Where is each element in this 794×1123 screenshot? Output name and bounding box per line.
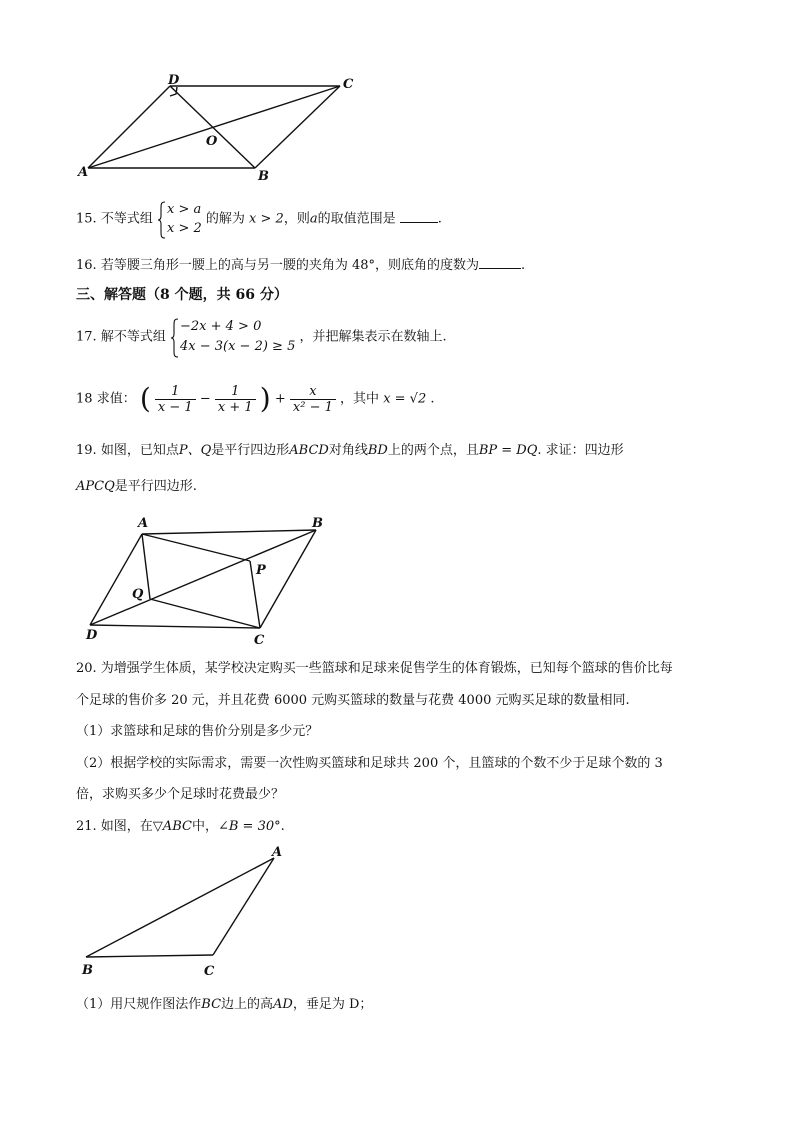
q21-bc: BC: [201, 997, 222, 1012]
q21-ad: AD: [273, 997, 293, 1012]
question-20-part-1: （1）求篮球和足球的售价分别是多少元？: [76, 724, 319, 739]
q16-number: 16.: [76, 258, 97, 273]
q15-number: 15.: [76, 211, 97, 227]
q18-fraction-1: $\frac{1}{x - 1}$: [155, 384, 196, 415]
q15-system: [157, 200, 202, 238]
label-b: B: [312, 516, 323, 531]
q19-apcq: APCQ: [76, 479, 115, 494]
section-3-heading: 三、解答题（8 个题，共 66 分）: [76, 287, 288, 303]
label-b: B: [258, 169, 269, 184]
q18-end: .: [430, 391, 435, 407]
question-20-part-2-line-2: 倍，求购买多少个足球时花费最少？: [76, 787, 285, 802]
figure-parallelogram-apcq: [80, 512, 340, 652]
label-a: A: [272, 845, 283, 860]
q21-text-pre: 21. 如图，在: [76, 819, 153, 834]
q15-solution: x > 2: [249, 211, 284, 227]
q21-end: .: [280, 819, 285, 834]
question-19-line-1: [76, 442, 624, 460]
q17-number: 17.: [76, 329, 97, 345]
label-d: D: [168, 73, 180, 88]
label-c: C: [204, 964, 215, 979]
question-21: [76, 818, 285, 836]
q16-answer-blank: [479, 256, 521, 269]
q21-sub1-post: ，垂足为 D；: [292, 997, 373, 1012]
q15-end: .: [437, 211, 442, 227]
label-q: Q: [132, 587, 144, 602]
q19-points: P、Q: [178, 443, 212, 458]
q18-minus: −: [199, 391, 211, 407]
q19-equation: BP = DQ: [478, 443, 538, 458]
q19-number: 19.: [76, 443, 97, 458]
left-paren-icon: (: [139, 382, 151, 415]
q19-text-a: 如图，已知点: [100, 443, 179, 458]
q21-sub1-pre: （1）用尺规作图法作: [76, 997, 202, 1012]
q17-text-post: ，并把解集表示在数轴上.: [299, 329, 447, 345]
q15-text-post: 的取值范围是: [317, 211, 396, 227]
question-20-line-2: 个足球的售价多 20 元，并且花费 6000 元购买篮球的数量与花费 4000 元购买足球的数量相同.: [76, 693, 630, 708]
q17-text-pre: 解不等式组: [100, 329, 166, 345]
q19-text-b: 是平行四边形: [211, 443, 290, 458]
q19-text-line2: 是平行四边形.: [114, 479, 197, 494]
q15-sys-row2: x > 2: [166, 221, 202, 236]
q17-system: [170, 317, 295, 357]
label-c: C: [254, 633, 265, 648]
q18-fraction-2: $\frac{1}{x + 1}$: [215, 384, 256, 415]
right-paren-icon: ): [259, 382, 271, 415]
label-o: O: [206, 134, 218, 149]
question-21-part-1: [76, 996, 372, 1014]
q15-variable: a: [309, 211, 318, 227]
q15-answer-blank: [400, 210, 438, 223]
brace-icon: [170, 318, 179, 358]
label-a: A: [138, 516, 149, 531]
q15-text-mid2: ，则: [283, 211, 310, 227]
q15-text-pre: 不等式组: [100, 211, 153, 227]
label-p: P: [256, 563, 266, 578]
q16-text: 若等腰三角形一腰上的高与另一腰的夹角为 48°，则底角的度数为: [100, 258, 480, 273]
q19-text-e: . 求证：四边形: [537, 443, 624, 458]
label-b: B: [82, 963, 93, 978]
q21-sub1-mid: 边上的高: [221, 997, 274, 1012]
q17-sys-row2: 4x − 3(x − 2) ≥ 5: [179, 339, 296, 354]
question-19-line-2: [76, 478, 197, 496]
question-16: [76, 256, 525, 275]
label-d: D: [86, 628, 98, 643]
q18-number: 18: [76, 391, 93, 407]
question-17: [76, 317, 447, 361]
figure-triangle-abc: [76, 840, 296, 980]
q18-plus: +: [274, 391, 286, 407]
q17-sys-row1: −2x + 4 > 0: [179, 319, 262, 334]
q21-angle: ∠B = 30°: [217, 819, 281, 834]
question-15: [76, 200, 442, 240]
q15-sys-row1: x > a: [166, 202, 202, 217]
question-20-line-1: 20. 为增强学生体质，某学校决定购买一些篮球和足球来促售学生的体育锻炼，已知每个篮球的售价比每: [76, 661, 673, 676]
q18-fraction-3: $\frac{x}{\text{x² − 1}}$: [290, 384, 336, 415]
q18-text-post: ，其中: [340, 391, 380, 407]
figure-parallelogram-abcd: [70, 68, 370, 184]
q19-text-d: 上的两个点，且: [387, 443, 479, 458]
brace-icon: [157, 201, 166, 239]
q15-text-mid: 的解为: [205, 211, 245, 227]
question-20-part-2-line-1: （2）根据学校的实际需求，需要一次性购买篮球和足球共 200 个，且篮球的个数不少于足球个数的 3: [76, 756, 663, 771]
q21-text-mid: 中，: [191, 819, 218, 834]
q19-bd: BD: [367, 443, 388, 458]
q18-text-pre: 求值：: [96, 391, 136, 407]
q21-triangle: ▽ABC: [152, 819, 192, 834]
label-a: A: [78, 165, 89, 180]
question-18: [76, 382, 435, 422]
q16-end: .: [521, 258, 526, 273]
q19-text-c: 对角线: [328, 443, 368, 458]
q18-condition: x = √2: [383, 391, 427, 407]
label-c: C: [343, 77, 354, 92]
q19-abcd: ABCD: [289, 443, 329, 458]
